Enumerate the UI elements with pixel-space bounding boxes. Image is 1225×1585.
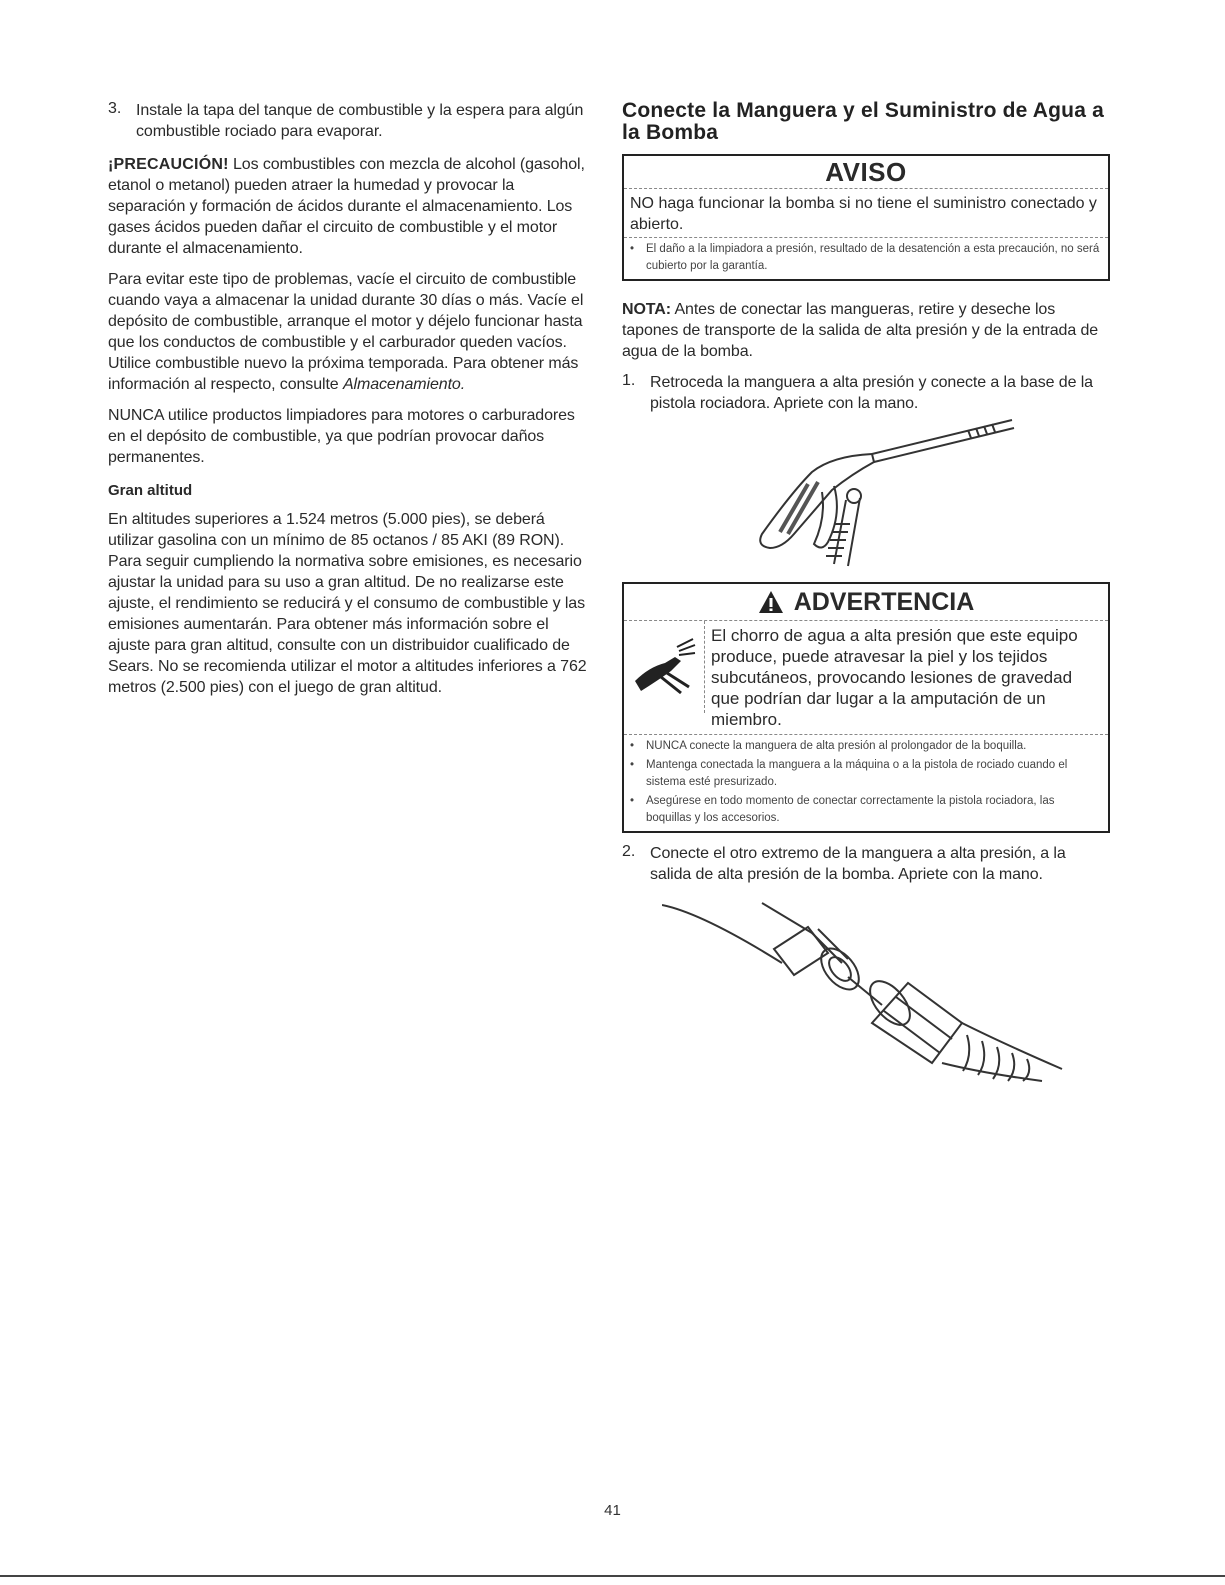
section-title: Conecte la Manguera y el Suministro de Agua a la Bomba	[622, 99, 1105, 144]
notice-bullet-text: El daño a la limpiadora a presión, resultado de la desatención a esta precaución, no será cubierto por la garantía.	[646, 243, 1100, 272]
warning-text: El chorro de agua a alta presión que este equipo produce, puede atravesar la piel y los tejidos subcutáneos, provocando lesiones de gravedad que podrían dar lugar a la amputación de un miembro.	[711, 626, 1078, 729]
notice-text: NO haga funcionar la bomba si no tiene el suministro conectado y abierto.	[630, 195, 1097, 233]
list-item	[630, 757, 1102, 791]
storage-text: Para evitar este tipo de problemas, vacíe el circuito de combustible cuando vaya a almacenar la unidad durante 30 días o más. Vacíe el depósito de combustible, arranque el motor y déjelo funcionar hasta que los conductos de combustible y el carburador queden vacíos. Utilice combustible nuevo la próxima temporada. Para obtener más información al respecto, consulte	[108, 271, 584, 393]
left-column	[108, 100, 590, 708]
warning-bullet-text: Asegúrese en todo momento de conectar correctamente la pistola rociadora, las boquillas y los accesorios.	[646, 795, 1055, 824]
bullet-icon: •	[630, 243, 635, 255]
list-item	[630, 793, 1102, 827]
list-item	[630, 738, 1102, 755]
warning-box	[622, 582, 1110, 833]
step-text: Retroceda la manguera a alta presión y conecte a la base de la pistola rociadora. Apriete con la mano.	[650, 374, 1093, 412]
step-2	[622, 843, 1110, 885]
step-number: 3.	[108, 100, 122, 117]
storage-reference-link[interactable]: Almacenamiento.	[342, 376, 466, 393]
injection-hazard-icon	[624, 621, 705, 713]
notice-bullets	[624, 237, 1108, 279]
note-text: Antes de conectar las mangueras, retire y deseche los tapones de transporte de la salida de alta presión y de la entrada de agua de la bomba.	[622, 301, 1099, 360]
notice-box	[622, 154, 1110, 281]
bullet-icon: •	[630, 795, 635, 807]
step-3	[108, 100, 590, 142]
note-label: NOTA:	[622, 301, 671, 318]
precaution-text: Los combustibles con mezcla de alcohol (gasohol, etanol o metanol) pueden atraer la humedad y provocar la separación y formación de ácidos durante el almacenamiento. Los gases ácidos pueden dañar el circuito de combustible y el motor durante el almacenamiento.	[108, 156, 585, 257]
bullet-icon: •	[630, 759, 635, 771]
right-column	[622, 100, 1110, 1083]
step-text: Instale la tapa del tanque de combustible y la espera para algún combustible rociado para evaporar.	[136, 102, 584, 140]
precaution-paragraph	[108, 154, 590, 259]
step-1	[622, 372, 1110, 414]
spray-gun-drawing	[722, 414, 1022, 574]
never-cleaners-paragraph: NUNCA utilice productos limpiadores para motores o carburadores en el depósito de combustible, ya que podrían provocar daños permanentes.	[108, 407, 575, 466]
warning-bullet-text: NUNCA conecte la manguera de alta presión al prolongador de la boquilla.	[646, 740, 1027, 752]
warning-bullet-text: Mantenga conectada la manguera a la máquina o a la pistola de rociado cuando el sistema esté presurizado.	[646, 759, 1068, 788]
notice-heading: AVISO	[624, 156, 1108, 189]
warning-bullets	[624, 735, 1108, 831]
step-text: Conecte el otro extremo de la manguera a alta presión, a la salida de alta presión de la bomba. Apriete con la mano.	[650, 845, 1066, 883]
warning-header	[624, 584, 1108, 621]
list-item	[630, 241, 1102, 275]
spray-gun-illustration	[622, 414, 1110, 574]
high-altitude-heading: Gran altitud	[108, 482, 193, 499]
bottom-rule	[0, 1575, 1225, 1577]
hose-connection-illustration	[622, 893, 1110, 1083]
warning-triangle-icon	[758, 590, 784, 614]
bullet-icon: •	[630, 740, 635, 752]
warning-main	[624, 621, 1108, 735]
precaution-label: ¡PRECAUCIÓN!	[108, 156, 229, 173]
note-paragraph	[622, 299, 1110, 362]
page-number: 41	[604, 1502, 621, 1519]
step-number: 2.	[622, 843, 636, 860]
storage-paragraph	[108, 269, 590, 395]
step-number: 1.	[622, 372, 636, 389]
high-altitude-paragraph: En altitudes superiores a 1.524 metros (5.000 pies), se deberá utilizar gasolina con un mínimo de 85 octanos / 85 AKI (89 RON). Para seguir cumpliendo la normativa sobre emisiones, es necesario ajustar la unidad para su uso a gran altitud. De no realizarse este ajuste, el rendimiento se reducirá y el consumo de combustible y las emisiones aumentarán. Para obtener más información sobre el ajuste para gran altitud, consulte con un distribuidor cualificado de Sears. No se recomienda utilizar el motor a altitudes inferiores a 762 metros (2.500 pies) con el juego de gran altitud.	[108, 511, 587, 696]
hose-fitting-drawing	[662, 893, 1082, 1083]
warning-heading: ADVERTENCIA	[793, 587, 975, 616]
